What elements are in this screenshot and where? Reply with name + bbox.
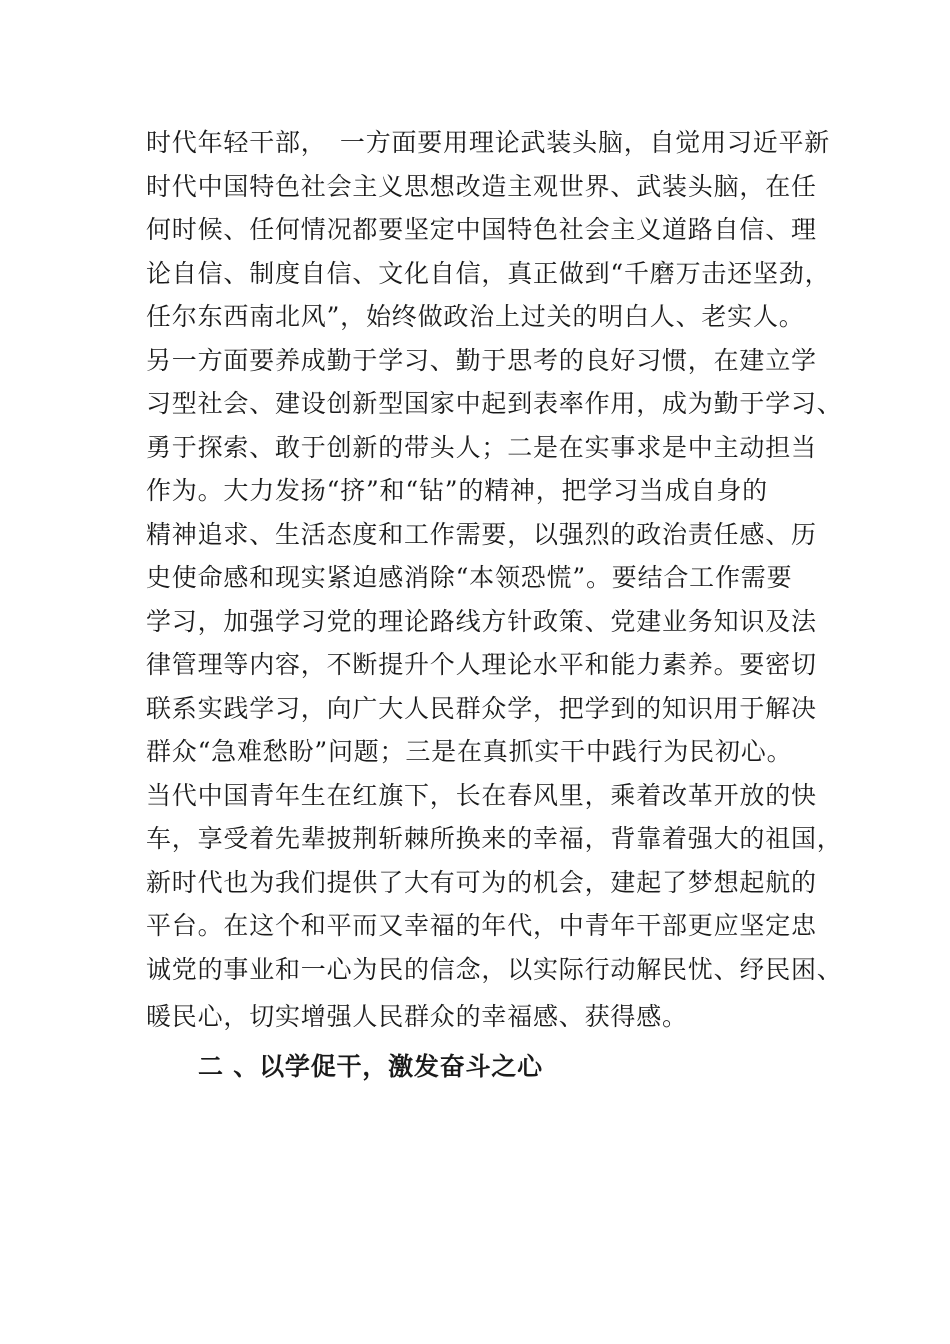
body-line: 新时代也为我们提供了大有可为的机会，建起了梦想起航的 [146, 868, 817, 897]
body-line: 作为。大力发扬“挤”和“钻”的精神，把学习当成自身的 [146, 476, 768, 505]
body-line: 精神追求、生活态度和工作需要，以强烈的政治责任感、历 [146, 520, 817, 549]
body-line: 暖民心，切实增强人民群众的幸福感、获得感。 [146, 1002, 688, 1031]
body-line: 习型社会、建设创新型国家中起到表率作用，成为勤于学习、 [146, 389, 843, 418]
body-line: 当代中国青年生在红旗下，长在春风里，乘着改革开放的快 [146, 781, 817, 810]
body-line: 勇于探索、敢于创新的带头人；二是在实事求是中主动担当 [146, 433, 817, 462]
body-line: 另一方面要养成勤于学习、勤于思考的良好习惯，在建立学 [146, 346, 817, 375]
body-line: 史使命感和现实紧迫感消除“本领恐慌”。要结合工作需要 [146, 563, 793, 592]
body-line: 论自信、制度自信、文化自信，真正做到“千磨万击还坚劲， [146, 259, 831, 288]
body-line: 联系实践学习，向广大人民群众学，把学到的知识用于解决 [146, 694, 817, 723]
section-heading: 二 、以学促干，激发奋斗之心 [198, 1052, 543, 1081]
body-line: 诚党的事业和一心为民的信念，以实际行动解民忧、纾民困、 [146, 955, 843, 984]
body-line: 时代年轻干部， 一方面要用理论武装头脑，自觉用习近平新 [146, 128, 831, 157]
body-line: 何时候、任何情况都要坚定中国特色社会主义道路自信、理 [146, 215, 817, 244]
body-line: 学习，加强学习党的理论路线方针政策、党建业务知识及法 [146, 607, 817, 636]
body-line: 车，享受着先辈披荆斩棘所换来的幸福，背靠着强大的祖国， [146, 824, 843, 853]
body-line: 群众“急难愁盼”问题；三是在真抓实干中践行为民初心。 [146, 737, 793, 766]
body-line: 律管理等内容，不断提升个人理论水平和能力素养。要密切 [146, 650, 817, 679]
body-line: 时代中国特色社会主义思想改造主观世界、武装头脑，在任 [146, 172, 817, 201]
body-line: 任尔东西南北风”，始终做政治上过关的明白人、老实人。 [146, 302, 805, 331]
body-line: 平台。在这个和平而又幸福的年代，中青年干部更应坚定忠 [146, 911, 817, 940]
